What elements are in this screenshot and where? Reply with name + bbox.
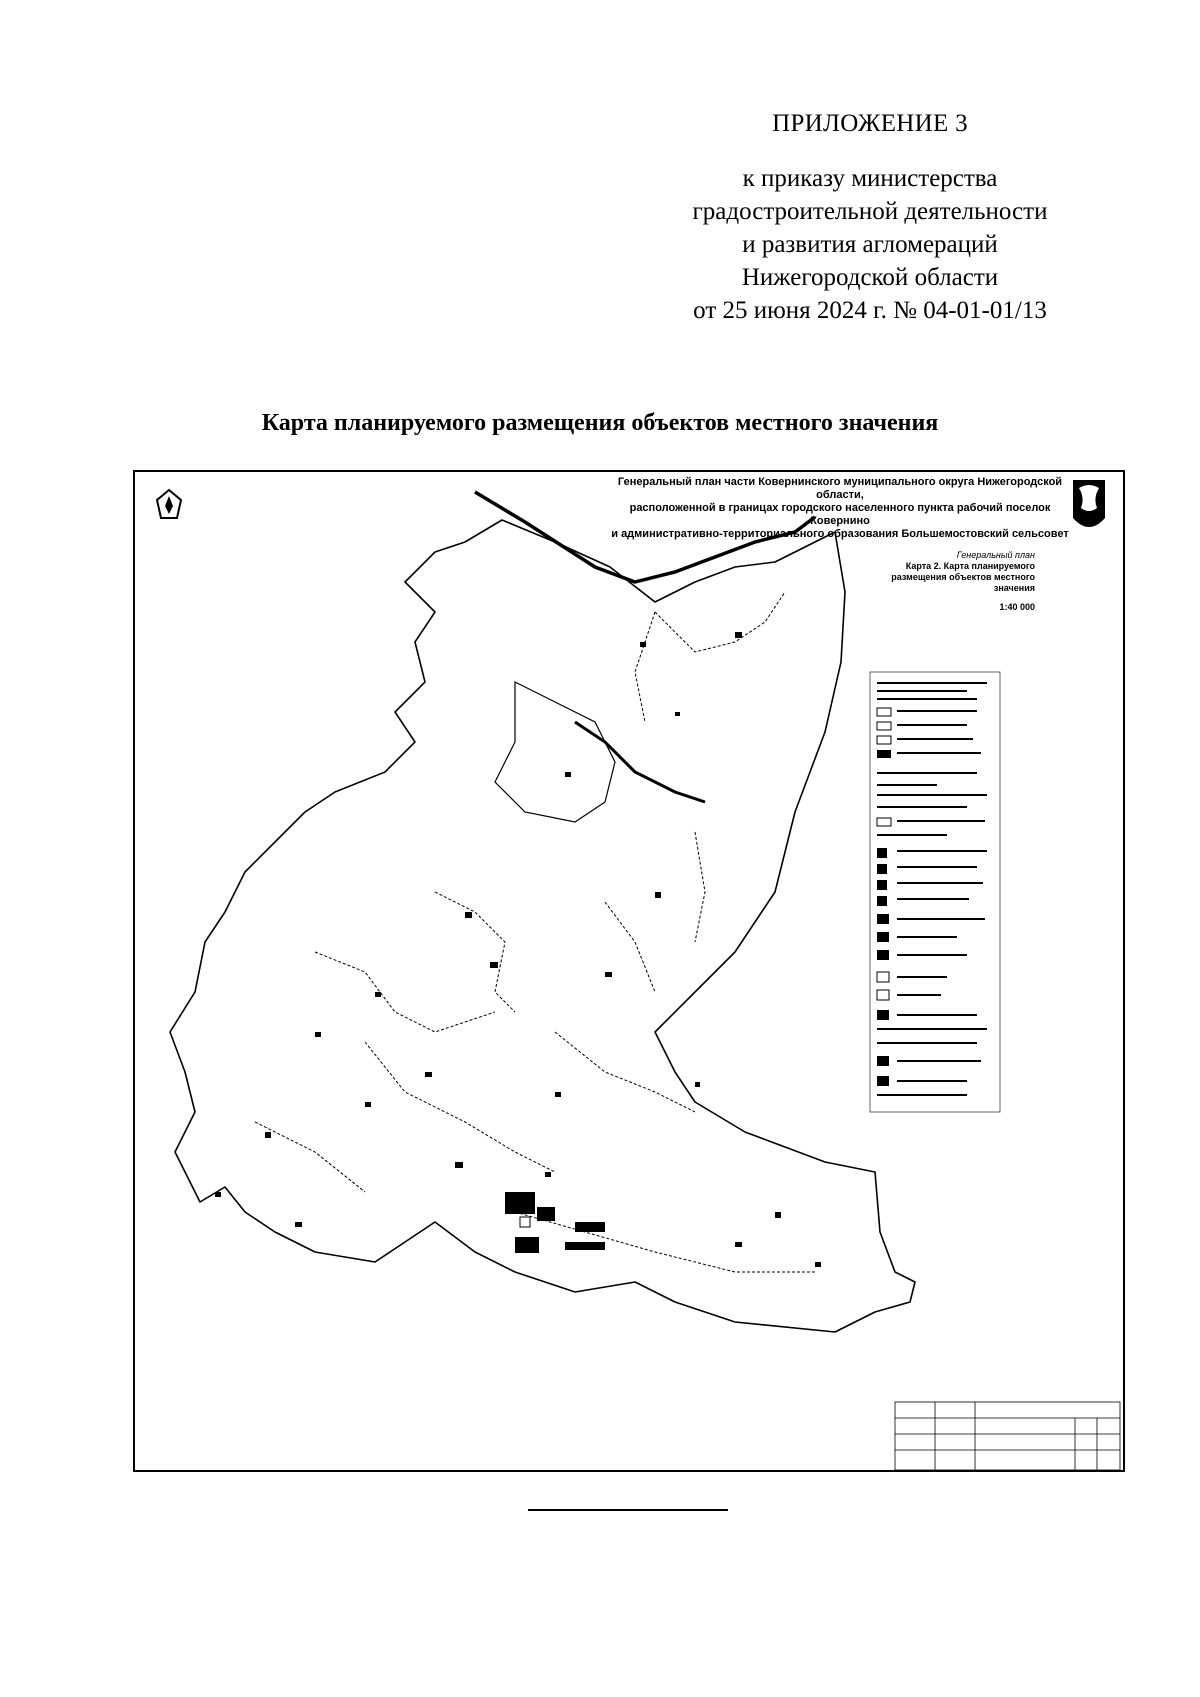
- district-boundary: [575, 722, 705, 802]
- document-title: Карта планируемого размещения объектов местного значения: [261, 410, 939, 436]
- coat-of-arms-icon: [1073, 480, 1105, 527]
- appendix-title: ПРИЛОЖЕНИЕ 3: [772, 110, 968, 137]
- north-arrow-icon: [157, 490, 181, 518]
- map-header-line: и административно-территориального образования Большемостовский сельсовет: [611, 528, 1069, 540]
- map-header-line: расположенной в границах городского населенного пункта рабочий поселок Ковернино: [629, 502, 1051, 527]
- map-drawing: [135, 472, 1125, 1472]
- map-scale: 1:40 000: [999, 602, 1035, 612]
- map-header: [605, 476, 1075, 541]
- map-subtitle: [855, 550, 1035, 594]
- appendix-block: [600, 110, 1140, 327]
- appendix-line: от 25 июня 2024 г. № 04-01-01/13: [693, 297, 1047, 324]
- bottom-rule: [528, 1509, 728, 1511]
- appendix-line: градостроительной деятельности: [692, 198, 1048, 225]
- appendix-line: Нижегородской области: [741, 264, 999, 291]
- appendix-line: и развития агломераций: [742, 231, 998, 258]
- settlement-markers: [215, 632, 821, 1267]
- appendix-line: к приказу министерства: [742, 165, 998, 192]
- legend-block: [870, 672, 1000, 1112]
- map-header-line: Генеральный план части Ковернинского муниципального округа Нижегородской области,: [617, 476, 1063, 501]
- map-frame: [133, 470, 1125, 1472]
- plan-label: Генеральный план: [956, 550, 1035, 560]
- card-label: Карта 2. Карта планируемого размещения объектов местного значения: [891, 561, 1035, 593]
- inner-boundary: [495, 682, 615, 822]
- roads: [255, 592, 815, 1272]
- title-stamp: [895, 1402, 1120, 1470]
- town-kovernino: [505, 1192, 605, 1253]
